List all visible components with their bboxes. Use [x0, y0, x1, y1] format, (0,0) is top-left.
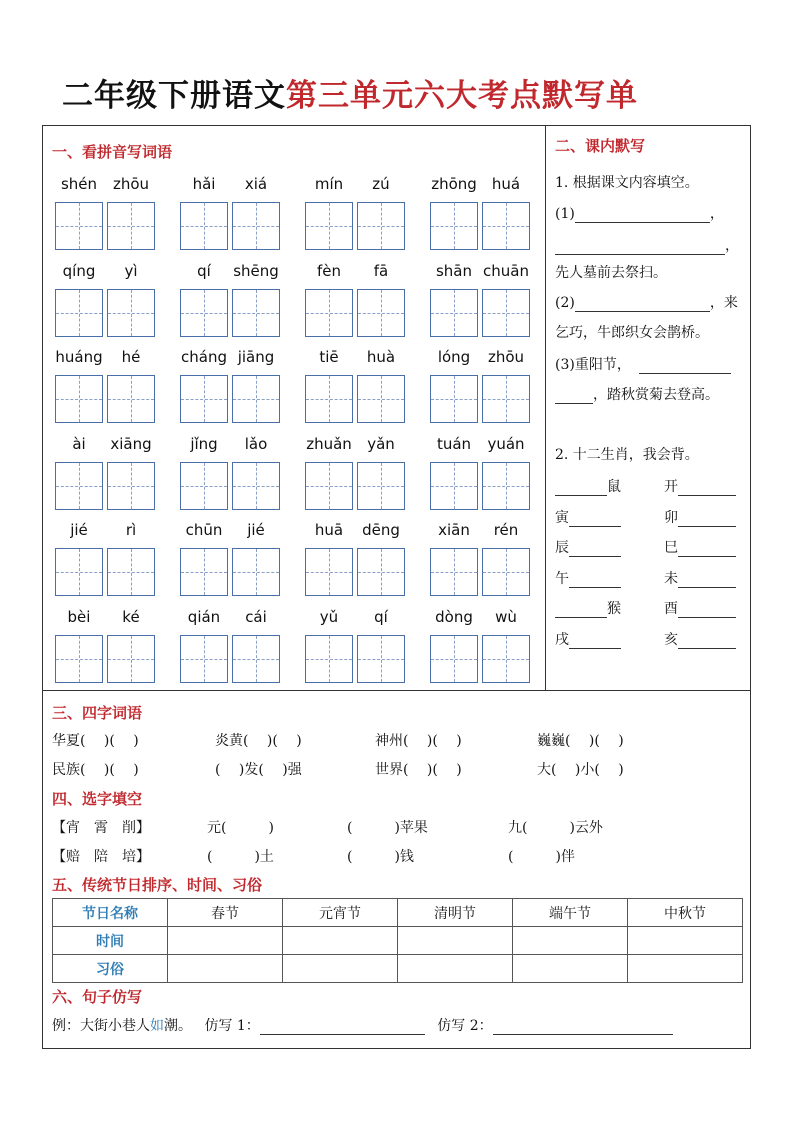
pinyin: shān: [435, 261, 473, 280]
blank-3: [555, 354, 731, 374]
pinyin: huà: [366, 348, 396, 366]
pinyin: tiē: [319, 348, 339, 366]
zodiac-item: [664, 537, 736, 557]
writing-box[interactable]: [55, 462, 103, 510]
pinyin: qí: [197, 261, 211, 280]
answer-cell[interactable]: [628, 955, 743, 983]
pinyin: yì: [124, 261, 138, 280]
writing-box[interactable]: [180, 375, 228, 423]
pinyin: huáng: [55, 348, 103, 366]
pinyin: qí: [374, 607, 388, 626]
idiom-item[interactable]: 巍巍( )( ): [537, 733, 624, 749]
zodiac-item: [664, 507, 736, 527]
blank-1: [555, 203, 724, 223]
answer-blank[interactable]: [678, 634, 736, 649]
festival-table: [52, 898, 743, 983]
answer-cell[interactable]: [168, 955, 283, 983]
pinyin: fā: [373, 261, 389, 280]
table-header-cell: 春节: [168, 899, 283, 927]
answer-blank[interactable]: [575, 208, 710, 223]
answer-cell[interactable]: [168, 927, 283, 955]
title-red: 第三单元六大考点默写单: [286, 78, 638, 114]
answer-blank[interactable]: [678, 603, 736, 618]
writing-box[interactable]: [305, 202, 353, 250]
zodiac-char: 午: [555, 570, 569, 587]
text: ，来: [709, 295, 738, 311]
writing-box[interactable]: [180, 462, 228, 510]
label: 仿写 2：: [437, 1018, 493, 1034]
pinyin: mín: [314, 175, 344, 193]
pinyin: tuán: [436, 434, 472, 453]
pinyin: xiāng: [110, 434, 152, 453]
section5-heading: 五、传统节日排序、时间、习俗: [52, 876, 263, 894]
answer-cell[interactable]: [398, 927, 513, 955]
text: 例：大街小巷人: [52, 1018, 150, 1034]
zodiac-char: 鼠: [607, 479, 621, 495]
pinyin: lóng: [437, 348, 471, 366]
writing-box[interactable]: [305, 289, 353, 337]
pinyin: ké: [122, 607, 140, 626]
writing-box[interactable]: [232, 635, 280, 683]
answer-cell[interactable]: [513, 955, 628, 983]
divider: [545, 125, 546, 691]
writing-box[interactable]: [232, 375, 280, 423]
writing-box[interactable]: [107, 375, 155, 423]
text-line: 乞巧，牛郎织女会鹊桥。: [555, 325, 709, 341]
writing-box[interactable]: [107, 635, 155, 683]
answer-blank[interactable]: [575, 297, 710, 312]
idiom-item[interactable]: 华夏( )( ): [52, 733, 139, 749]
pinyin: ài: [72, 434, 86, 453]
pinyin: bèi: [67, 607, 91, 626]
answer-blank[interactable]: [569, 512, 621, 527]
pinyin: cái: [245, 607, 267, 626]
writing-box[interactable]: [430, 202, 478, 250]
writing-box[interactable]: [232, 548, 280, 596]
pinyin: dēng: [362, 521, 400, 539]
writing-box[interactable]: [430, 548, 478, 596]
pinyin: hǎi: [192, 175, 216, 193]
writing-box[interactable]: [482, 375, 530, 423]
section2-heading: 二、课内默写: [555, 137, 646, 155]
table-header-cell: 端午节: [513, 899, 628, 927]
section1-heading: 一、看拼音写词语: [52, 143, 173, 161]
pinyin: xiá: [244, 175, 268, 193]
table-header-cell: 清明节: [398, 899, 513, 927]
zodiac-char: 酉: [664, 601, 678, 617]
pinyin: zhōu: [112, 175, 150, 193]
writing-box[interactable]: [180, 202, 228, 250]
pinyin: cháng: [181, 348, 227, 366]
answer-blank[interactable]: [678, 512, 736, 527]
comma: ，: [725, 238, 739, 254]
pinyin: zhuǎn: [306, 434, 352, 453]
pinyin: xiān: [438, 521, 470, 539]
writing-box[interactable]: [55, 289, 103, 337]
label: (1): [555, 206, 575, 222]
writing-box[interactable]: [180, 635, 228, 683]
answer-blank[interactable]: [569, 542, 621, 557]
idiom-item[interactable]: ( )发( )强: [215, 762, 302, 778]
writing-box[interactable]: [482, 635, 530, 683]
text: ，踏秋赏菊去登高。: [593, 387, 719, 403]
label: 仿写 1：: [204, 1018, 260, 1034]
zodiac-char: 卯: [664, 509, 678, 526]
answer-cell[interactable]: [513, 927, 628, 955]
pinyin: lǎo: [244, 434, 268, 453]
writing-box[interactable]: [430, 289, 478, 337]
zodiac-char: 辰: [555, 540, 569, 556]
pinyin: qíng: [62, 261, 96, 280]
pinyin: fèn: [316, 261, 342, 280]
idiom-item[interactable]: 炎黄( )( ): [215, 733, 302, 749]
imitation-2-blank[interactable]: [493, 1020, 673, 1035]
writing-box[interactable]: [305, 462, 353, 510]
idiom-item[interactable]: 民族( )( ): [52, 762, 139, 778]
writing-box[interactable]: [55, 548, 103, 596]
pinyin: chuān: [483, 261, 529, 280]
pinyin: jǐng: [190, 434, 218, 453]
writing-box[interactable]: [232, 202, 280, 250]
label: (2): [555, 295, 575, 311]
pinyin: jié: [247, 521, 265, 539]
answer-cell[interactable]: [283, 927, 398, 955]
table-header-cell: 中秋节: [628, 899, 743, 927]
imitation-1-blank[interactable]: [260, 1020, 425, 1035]
writing-box[interactable]: [305, 635, 353, 683]
pinyin: huá: [491, 175, 521, 193]
pinyin: rì: [125, 521, 137, 539]
pinyin: hé: [121, 348, 141, 366]
pinyin: yǔ: [319, 607, 339, 626]
title-black: 二年级下册语文: [62, 78, 286, 114]
answer-blank[interactable]: [555, 240, 725, 255]
writing-box[interactable]: [55, 635, 103, 683]
zodiac-char: 开: [664, 479, 678, 495]
zodiac-item: [555, 629, 621, 649]
writing-box[interactable]: [107, 202, 155, 250]
idiom-item[interactable]: 神州( )( ): [375, 733, 462, 749]
zodiac-item: [555, 507, 621, 527]
idiom-item[interactable]: 大( )小( ): [537, 762, 624, 778]
fill-item[interactable]: 元( ): [207, 820, 274, 836]
writing-box[interactable]: [430, 635, 478, 683]
zodiac-char: 未: [664, 570, 678, 587]
text: 潮。: [164, 1018, 192, 1034]
writing-box[interactable]: [357, 635, 405, 683]
pinyin: wù: [495, 607, 517, 626]
answer-blank[interactable]: [678, 542, 736, 557]
writing-box[interactable]: [180, 289, 228, 337]
fill-item[interactable]: ( )钱: [347, 849, 414, 865]
fill-item[interactable]: ( )苹果: [347, 820, 428, 836]
answer-blank[interactable]: [678, 573, 736, 588]
label: (3)重阳节，: [555, 357, 631, 373]
zodiac-item: [555, 476, 621, 496]
pinyin: yǎn: [367, 434, 395, 453]
writing-box[interactable]: [482, 462, 530, 510]
answer-blank[interactable]: [555, 603, 607, 618]
answer-blank[interactable]: [555, 389, 593, 404]
zodiac-char: 巳: [664, 540, 678, 556]
char-options: 【赔 陪 培】: [52, 849, 150, 865]
question-1: 1. 根据课文内容填空。: [555, 175, 699, 191]
text-line: 先人墓前去祭扫。: [555, 265, 667, 281]
char-options: 【宵 霄 削】: [52, 820, 150, 836]
writing-box[interactable]: [482, 289, 530, 337]
answer-cell[interactable]: [398, 955, 513, 983]
pinyin: zhōu: [487, 348, 525, 366]
fill-item[interactable]: 九( )云外: [508, 820, 603, 836]
writing-box[interactable]: [357, 548, 405, 596]
pinyin: chūn: [185, 521, 223, 539]
fill-item[interactable]: ( )土: [207, 849, 274, 865]
highlight: 如: [150, 1018, 164, 1034]
writing-box[interactable]: [107, 289, 155, 337]
zodiac-char: 猴: [607, 601, 621, 617]
zodiac-item: [664, 629, 736, 649]
zodiac-item: [664, 568, 736, 588]
row-label: 时间: [53, 927, 168, 955]
question-2: 2. 十二生肖，我会背。: [555, 447, 699, 463]
writing-box[interactable]: [482, 202, 530, 250]
example-sentence: [52, 1015, 673, 1035]
answer-cell[interactable]: [628, 927, 743, 955]
divider: [42, 690, 750, 691]
answer-blank[interactable]: [678, 481, 736, 496]
zodiac-char: 戌: [555, 631, 569, 648]
answer-blank[interactable]: [639, 359, 731, 374]
section6-heading: 六、句子仿写: [52, 988, 143, 1006]
writing-box[interactable]: [357, 375, 405, 423]
pinyin: yuán: [487, 434, 525, 453]
pinyin: dòng: [435, 607, 473, 626]
writing-box[interactable]: [430, 375, 478, 423]
writing-box[interactable]: [305, 375, 353, 423]
writing-box[interactable]: [107, 548, 155, 596]
writing-box[interactable]: [55, 202, 103, 250]
writing-box[interactable]: [232, 289, 280, 337]
pinyin: rén: [493, 521, 519, 539]
writing-box[interactable]: [357, 462, 405, 510]
blank-3b: [555, 384, 719, 404]
pinyin: jiāng: [237, 348, 275, 366]
answer-blank[interactable]: [569, 634, 621, 649]
pinyin: huā: [314, 521, 344, 539]
writing-box[interactable]: [232, 462, 280, 510]
table-header-cell: 节日名称: [53, 899, 168, 927]
zodiac-item: [664, 476, 736, 496]
zodiac-char: 寅: [555, 509, 569, 526]
answer-blank[interactable]: [555, 481, 607, 496]
page-title: [62, 70, 638, 115]
pinyin: qián: [187, 607, 221, 626]
section4-heading: 四、选字填空: [52, 790, 143, 808]
pinyin: zhōng: [431, 175, 477, 193]
writing-box[interactable]: [357, 289, 405, 337]
pinyin: jié: [70, 521, 88, 539]
pinyin: shén: [60, 175, 98, 193]
pinyin: shēng: [233, 261, 279, 280]
writing-box[interactable]: [305, 548, 353, 596]
writing-box[interactable]: [357, 202, 405, 250]
answer-cell[interactable]: [283, 955, 398, 983]
fill-item[interactable]: ( )伴: [508, 849, 575, 865]
row-label: 习俗: [53, 955, 168, 983]
comma: ，: [709, 206, 724, 222]
zodiac-item: [555, 568, 621, 588]
zodiac-item: [555, 598, 621, 618]
zodiac-item: [555, 537, 621, 557]
writing-box[interactable]: [107, 462, 155, 510]
blank-2: [555, 292, 738, 312]
pinyin: zú: [372, 175, 390, 193]
zodiac-item: [664, 598, 736, 618]
table-header-cell: 元宵节: [283, 899, 398, 927]
section3-heading: 三、四字词语: [52, 704, 143, 722]
writing-box[interactable]: [430, 462, 478, 510]
writing-box[interactable]: [180, 548, 228, 596]
writing-box[interactable]: [482, 548, 530, 596]
writing-box[interactable]: [55, 375, 103, 423]
zodiac-char: 亥: [664, 631, 678, 648]
answer-blank[interactable]: [569, 573, 621, 588]
idiom-item[interactable]: 世界( )( ): [375, 762, 462, 778]
blank-1b: [555, 235, 739, 255]
